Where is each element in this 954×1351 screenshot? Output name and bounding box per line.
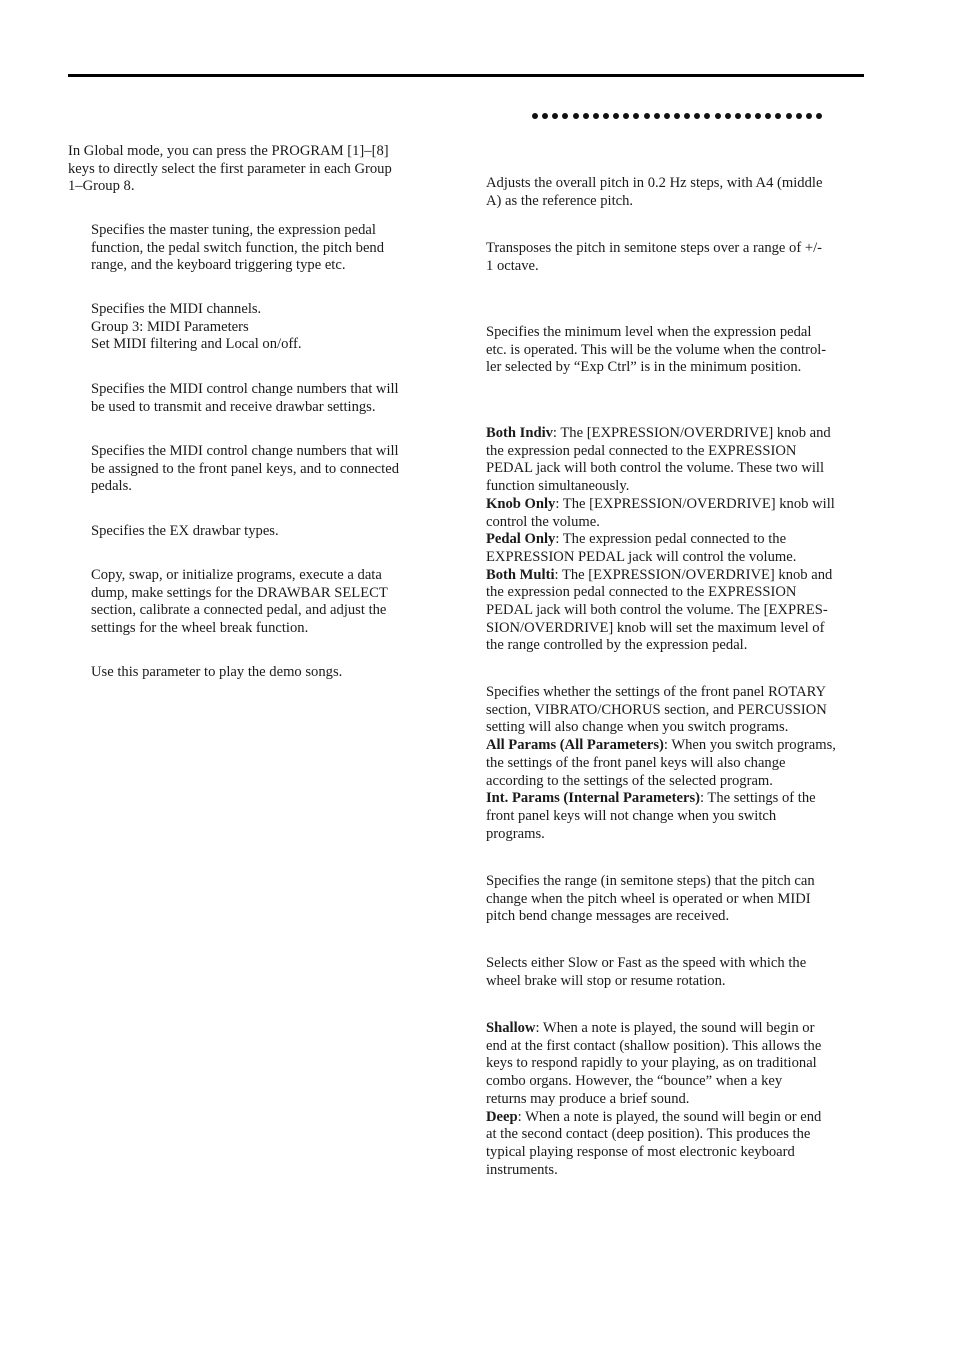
text-line: Specifies the MIDI control change numbers that will (91, 381, 399, 397)
text-line: Specifies the EX drawbar types. (91, 523, 279, 539)
text-line: typical playing response of most electronic keyboard (486, 1143, 795, 1160)
dotted-divider (532, 108, 822, 124)
dot (755, 113, 761, 119)
text-line: returns may produce a brief sound. (486, 1090, 690, 1107)
text-line: EXPRESSION PEDAL jack will control the volume. (486, 548, 797, 565)
option-knob-only (486, 496, 866, 514)
text-line: Specifies the minimum level when the expression pedal (486, 324, 812, 340)
option-both-indiv (486, 425, 866, 443)
dot (715, 113, 721, 119)
text-line: section, calibrate a connected pedal, and adjust the (91, 602, 387, 619)
exp-ctrl-options (486, 425, 866, 655)
group5-description (91, 443, 441, 496)
dot (644, 113, 650, 119)
text-line: front panel keys will not change when you switch (486, 807, 777, 824)
group8-description (91, 664, 441, 682)
text-line: function simultaneously. (486, 478, 630, 495)
text-line: pedals. (91, 478, 132, 495)
text-line: Specifies whether the settings of the front panel ROTARY (486, 684, 827, 700)
text-line: Copy, swap, or initialize programs, execute a data (91, 567, 382, 583)
text-line: at the second contact (deep position). This produces the (486, 1126, 811, 1143)
group4-description (91, 381, 441, 416)
dot (542, 113, 548, 119)
option-int-params (486, 790, 866, 808)
text-line: programs. (486, 825, 545, 842)
term: Pedal Only (486, 531, 556, 548)
dot (806, 113, 812, 119)
text-line: : The [EXPRESSION/OVERDRIVE] knob and (552, 425, 831, 441)
text-line: according to the settings of the selected program. (486, 772, 773, 789)
dot (623, 113, 629, 119)
term: Shallow (486, 1020, 536, 1036)
text-line: Selects either Slow or Fast as the speed with which the (486, 955, 807, 971)
pitch-bend-description (486, 873, 866, 926)
term: Deep (486, 1108, 518, 1125)
text-line: Use this parameter to play the demo songs. (91, 664, 343, 680)
dot (593, 113, 599, 119)
text-line: Transposes the pitch in semitone steps over a range of +/- (486, 240, 822, 256)
term: All Params (All Parameters) (486, 737, 664, 754)
text-line: : When you switch programs, (663, 737, 836, 754)
text-line: wheel brake will stop or resume rotation. (486, 972, 726, 989)
text-line: 1–Group 8. (68, 178, 135, 195)
dot (704, 113, 710, 119)
trigger-options (486, 1020, 866, 1179)
dot (633, 113, 639, 119)
group6-description (91, 523, 441, 541)
option-shallow (486, 1020, 866, 1038)
text-line: Specifies the range (in semitone steps) that the pitch can (486, 873, 815, 889)
dot (603, 113, 609, 119)
text-line: keys to directly select the first parameter in each Group (68, 160, 392, 177)
dot (684, 113, 690, 119)
dot (796, 113, 802, 119)
dot (583, 113, 589, 119)
text-line: A) as the reference pitch. (486, 192, 634, 209)
dot (735, 113, 741, 119)
text-line: dump, make settings for the DRAWBAR SELECT (91, 584, 388, 601)
text-line: pitch bend change messages are received. (486, 908, 730, 925)
text-line: change when the pitch wheel is operated or when MIDI (486, 890, 811, 907)
text-line: the expression pedal connected to the EXPRESSION (486, 442, 797, 459)
group2-description (91, 301, 441, 354)
text-line: ler selected by “Exp Ctrl” is in the minimum position. (486, 359, 802, 376)
term: Both Multi (486, 566, 555, 583)
exp-min-description (486, 324, 866, 377)
text-line: be assigned to the front panel keys, and to connected (91, 460, 399, 477)
text-line: Set MIDI filtering and Local on/off. (91, 336, 302, 353)
dot (562, 113, 568, 119)
text-line: 1 octave. (486, 257, 539, 274)
option-pedal-only (486, 531, 866, 549)
option-deep (486, 1109, 866, 1127)
term: Both Indiv (486, 425, 553, 441)
text-line: be used to transmit and receive drawbar settings. (91, 398, 376, 415)
option-all-params (486, 737, 866, 755)
dot (694, 113, 700, 119)
dot (786, 113, 792, 119)
dot (552, 113, 558, 119)
dot (765, 113, 771, 119)
text-line: the settings of the front panel keys will also change (486, 754, 786, 771)
dot (775, 113, 781, 119)
dot (745, 113, 751, 119)
text-line: PEDAL jack will both control the volume. These two will (486, 460, 825, 477)
text-line: Specifies the MIDI channels. (91, 301, 262, 317)
dot (613, 113, 619, 119)
dot (573, 113, 579, 119)
text-line: combo organs. However, the “bounce” when a key (486, 1073, 783, 1090)
text-line: section, VIBRATO/CHORUS section, and PERCUSSION (486, 701, 827, 718)
text-line: setting will also change when you switch programs. (486, 719, 789, 736)
text-line: end at the first contact (shallow position). This allows the (486, 1037, 822, 1054)
wheel-brake-description (486, 955, 866, 990)
text-line: control the volume. (486, 513, 600, 530)
panel-params-description (486, 684, 866, 843)
text-line: settings for the wheel break function. (91, 620, 309, 637)
master-tune-description (486, 175, 866, 210)
dot (674, 113, 680, 119)
text-line: range, and the keyboard triggering type etc. (91, 257, 346, 274)
dot (816, 113, 822, 119)
dot (654, 113, 660, 119)
dot (532, 113, 538, 119)
text-line: Adjusts the overall pitch in 0.2 Hz steps, with A4 (middle (486, 175, 823, 191)
term: Int. Params (Internal Parameters) (486, 790, 700, 807)
text-line: etc. is operated. This will be the volume when the control- (486, 341, 827, 358)
text-line: Group 3: MIDI Parameters (91, 318, 249, 335)
text-line: : The expression pedal connected to the (555, 531, 787, 548)
text-line: : When a note is played, the sound will begin or (535, 1020, 815, 1036)
text-line: the range controlled by the expression pedal. (486, 637, 748, 654)
text-line: SION/OVERDRIVE] knob will set the maximum level of (486, 619, 825, 636)
dot (664, 113, 670, 119)
text-line: Specifies the master tuning, the expression pedal (91, 222, 376, 238)
text-line: Specifies the MIDI control change numbers that will (91, 443, 399, 459)
text-line: function, the pedal switch function, the pitch bend (91, 239, 385, 256)
group1-description (91, 222, 441, 275)
text-line: the expression pedal connected to the EXPRESSION (486, 584, 797, 601)
term: Knob Only (486, 495, 556, 512)
option-both-multi (486, 567, 866, 585)
text-line: : The settings of the (699, 790, 816, 807)
transpose-description (486, 240, 866, 275)
text-line: : When a note is played, the sound will begin or end (517, 1108, 822, 1125)
dot (725, 113, 731, 119)
text-line: : The [EXPRESSION/OVERDRIVE] knob and (554, 566, 833, 583)
text-line: PEDAL jack will both control the volume. The [EXPRES- (486, 602, 828, 619)
text-line: instruments. (486, 1161, 558, 1178)
text-line: In Global mode, you can press the PROGRAM [1]–[8] (68, 143, 389, 159)
global-mode-intro (68, 143, 438, 196)
header-rule (68, 74, 864, 77)
text-line: : The [EXPRESSION/OVERDRIVE] knob will (555, 495, 835, 512)
group7-description (91, 567, 441, 638)
text-line: keys to respond rapidly to your playing, as on traditional (486, 1055, 817, 1072)
